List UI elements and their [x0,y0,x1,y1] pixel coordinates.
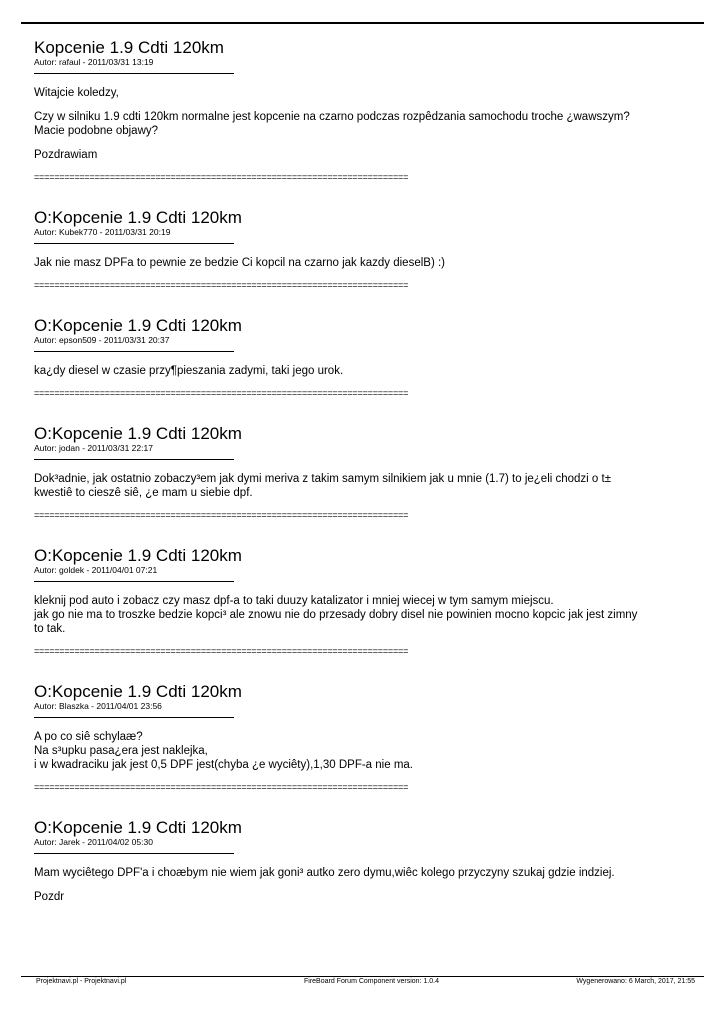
forum-post [34,546,694,656]
post-paragraph [34,594,694,636]
post-separator: ========================================================================== [34,782,409,792]
post-title: O:Kopcenie 1.9 Cdti 120km [34,546,242,565]
forum-thread [34,38,694,914]
post-author-date: Autor: Jarek - 2011/04/02 05:30 [34,837,153,847]
post-paragraph [34,866,694,880]
post-line: Dok³adnie, jak ostatnio zobaczy³em jak dymi meriva z takim samym silnikiem jak u mnie (1.7) to je¿eli chodzi o t± [34,473,612,485]
post-paragraph [34,256,694,270]
post-paragraph [34,86,694,100]
post-paragraph [34,730,694,772]
post-line: i w kwadraciku jak jest 0,5 DPF jest(chyba ¿e wyciêty),1,30 DPF-a nie ma. [34,759,413,771]
post-line: Jak nie masz DPFa to pewnie ze bedzie Ci kopcil na czarno jak kazdy dieselB) :) [34,257,445,269]
post-line: to tak. [34,623,66,635]
post-paragraph [34,148,694,162]
post-body [34,730,694,772]
post-paragraph [34,110,694,138]
post-line: Na s³upku pasa¿era jest naklejka, [34,745,208,757]
post-line: A po co siê schylaæ? [34,731,143,743]
post-separator: ========================================================================== [34,172,409,182]
meta-divider [34,581,234,582]
post-title: Kopcenie 1.9 Cdti 120km [34,38,224,57]
meta-divider [34,459,234,460]
top-rule [21,22,704,24]
post-line: ka¿dy diesel w czasie przy¶pieszania zadymi, taki jego urok. [34,365,344,377]
post-line: Pozdr [34,891,65,903]
post-separator: ========================================================================== [34,646,409,656]
post-title: O:Kopcenie 1.9 Cdti 120km [34,818,242,837]
post-body [34,86,694,162]
footer-generated: Wygenerowano: 6 March, 2017, 21:55 [576,978,695,985]
forum-post [34,424,694,520]
meta-divider [34,717,234,718]
footer-site: Projektnavi.pl - Projektnavi.pl [36,978,127,985]
post-author-date: Autor: Kubek770 - 2011/03/31 20:19 [34,227,171,237]
post-author-date: Autor: rafaul - 2011/03/31 13:19 [34,57,154,67]
forum-post [34,818,694,904]
post-line: kwestiê to cieszê siê, ¿e mam u siebie dpf. [34,487,253,499]
post-title: O:Kopcenie 1.9 Cdti 120km [34,682,242,701]
post-body [34,472,694,500]
footer-component: FireBoard Forum Component version: 1.0.4 [304,978,440,985]
meta-divider [34,351,234,352]
post-author-date: Autor: Blaszka - 2011/04/01 23:56 [34,701,162,711]
post-line: jak go nie ma to troszke bedzie kopci³ ale znowu nie do przesady dobry disel nie powinien mocno kopcic jak jest zimny [34,609,638,621]
forum-post [34,316,694,398]
post-line: Macie podobne objawy? [34,125,159,137]
post-title: O:Kopcenie 1.9 Cdti 120km [34,424,242,443]
meta-divider [34,73,234,74]
post-title: O:Kopcenie 1.9 Cdti 120km [34,316,242,335]
post-author-date: Autor: goldek - 2011/04/01 07:21 [34,565,158,575]
post-separator: ========================================================================== [34,280,409,290]
post-paragraph [34,364,694,378]
post-body [34,256,694,270]
post-line: Pozdrawiam [34,149,98,161]
post-paragraph [34,890,694,904]
forum-post [34,682,694,792]
post-author-date: Autor: epson509 - 2011/03/31 20:37 [34,335,170,345]
post-line: Mam wyciêtego DPF'a i choæbym nie wiem jak goni³ autko zero dymu,wiêc kolego przyczyny szukaj gdzie indziej. [34,867,615,879]
post-body [34,364,694,378]
post-paragraph [34,472,694,500]
post-title: O:Kopcenie 1.9 Cdti 120km [34,208,242,227]
post-line: Witajcie koledzy, [34,87,119,99]
meta-divider [34,243,234,244]
post-author-date: Autor: jodan - 2011/03/31 22:17 [34,443,153,453]
meta-divider [34,853,234,854]
post-line: kleknij pod auto i zobacz czy masz dpf-a to taki duuzy katalizator i mniej wiecej w tym samym miejscu. [34,595,554,607]
post-separator: ========================================================================== [34,388,409,398]
forum-post [34,38,694,182]
post-body [34,866,694,904]
forum-post [34,208,694,290]
post-separator: ========================================================================== [34,510,409,520]
post-body [34,594,694,636]
post-line: Czy w silniku 1.9 cdti 120km normalne jest kopcenie na czarno podczas rozpêdzania samochodu troche ¿wawszym? [34,111,630,123]
